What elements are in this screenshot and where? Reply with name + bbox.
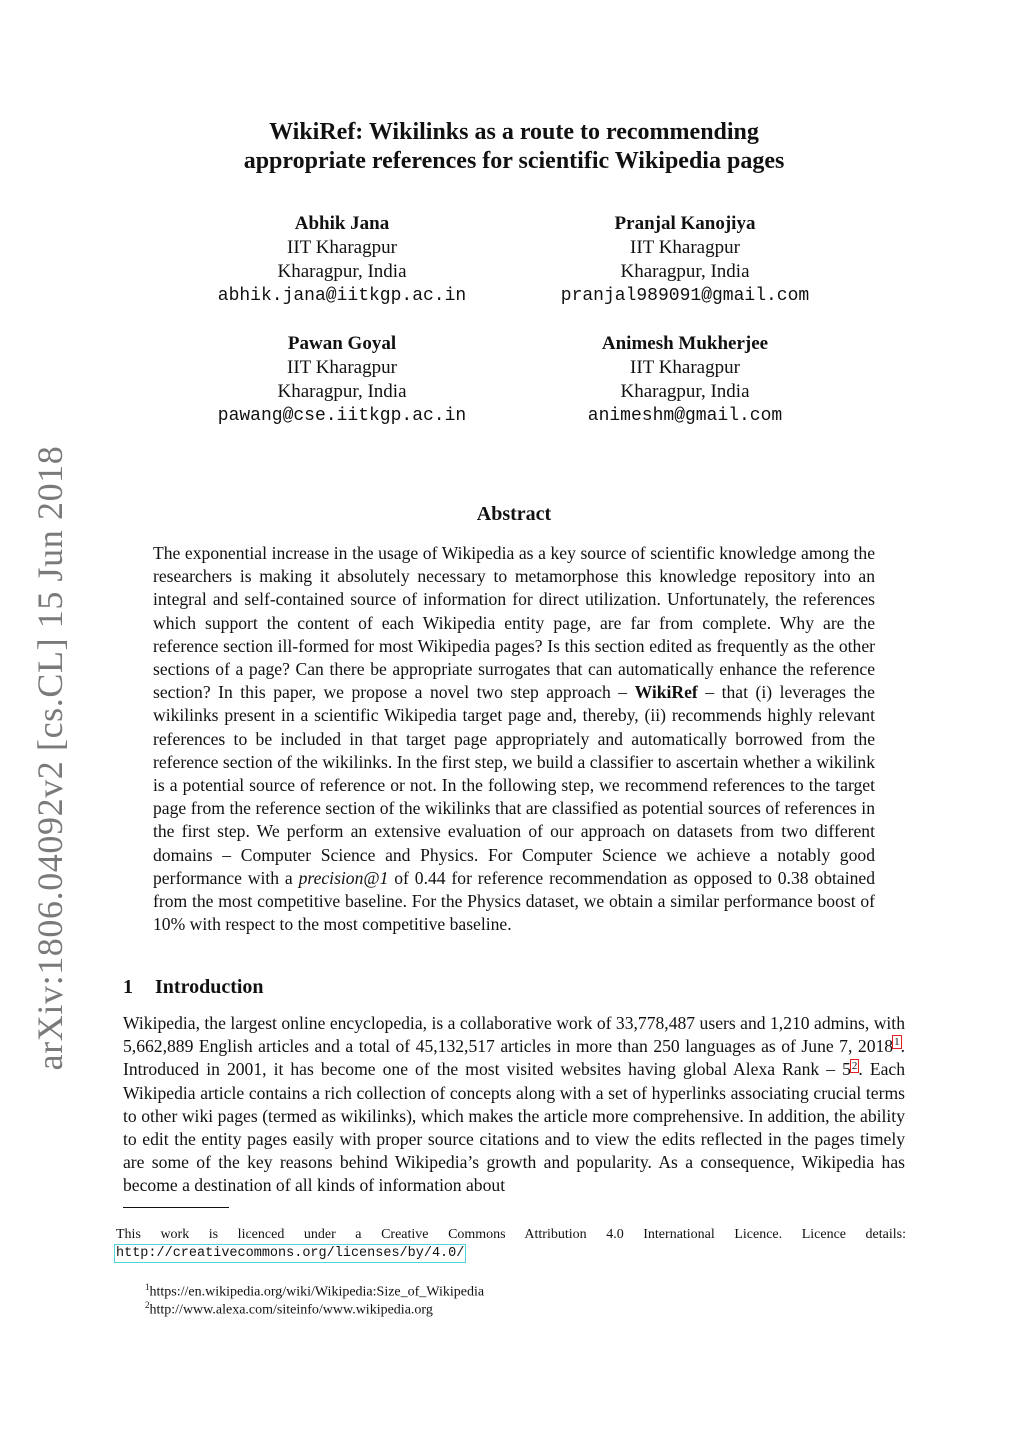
footnote-mark: 1 (145, 1282, 150, 1292)
author-location: Kharagpur, India (620, 261, 750, 282)
section-title: Introduction (155, 976, 264, 998)
author-location: Kharagpur, India (277, 261, 407, 282)
author-block (508, 212, 862, 308)
author-email[interactable]: abhik.jana@iitkgp.ac.in (217, 286, 467, 306)
footnote-divider (123, 1207, 229, 1208)
footnote-url[interactable]: http://www.alexa.com/siteinfo/www.wikipedia.org (149, 1302, 433, 1318)
footnote-url[interactable]: https://en.wikipedia.org/wiki/Wikipedia:Size_of_Wikipedia (149, 1284, 485, 1300)
author-location: Kharagpur, India (620, 381, 750, 402)
author-block (172, 212, 512, 308)
intro-text-part: Wikipedia, the largest online encyclopedia, is a collaborative work of 33,778,487 users and 1,210 admins, with 5,662,889 English articles and a total of 45,132,517 articles in more than 250 languages as of June 7, 2018 (123, 1013, 905, 1057)
author-block (515, 332, 855, 428)
author-name: Animesh Mukherjee (601, 333, 769, 354)
licence-link[interactable]: http://creativecommons.org/licenses/by/4.0/ (116, 1246, 465, 1261)
author-affiliation: IIT Kharagpur (287, 237, 397, 258)
paper-title (152, 118, 876, 176)
author-name: Abhik Jana (294, 213, 390, 234)
footnote-2 (145, 1297, 433, 1319)
abstract-method-name: WikiRef (634, 682, 698, 703)
section-heading (123, 976, 264, 999)
author-name: Pranjal Kanojiya (614, 213, 756, 234)
abstract-heading: Abstract (476, 503, 552, 525)
abstract-text-part: – that (i) leverages the wikilinks present in a scientific Wikipedia target page and, thereby, (ii) recommends highly relevant references to be included in that target page appropriately and automatically borrowed from the reference section of the wikilinks. In the first step, we build a classifier to ascertain whether a wikilink is a potential source of reference or not. In the following step, we recommend references to the target page from the reference section of the wikilinks that are classified as potential sources of references in the first step. We perform an extensive evaluation of our approach on datasets from two different domains – Computer Science and Physics. For Computer Science we achieve a notably good performance with a (153, 682, 875, 888)
abstract-text (153, 542, 875, 936)
author-affiliation: IIT Kharagpur (630, 237, 740, 258)
footnote-link-2[interactable]: 2 (851, 1059, 858, 1072)
footnote-mark: 2 (145, 1300, 150, 1310)
author-name: Pawan Goyal (287, 333, 397, 354)
title-line-1: WikiRef: Wikilinks as a route to recommending (269, 119, 759, 145)
title-line-2: appropriate references for scientific Wikipedia pages (243, 148, 785, 174)
intro-text-part: . Introduced in 2001, it has become one of the most visited websites having global Alexa Rank – 5 (123, 1036, 905, 1080)
author-email[interactable]: animeshm@gmail.com (587, 406, 783, 426)
abstract-text-part: of 0.44 for reference recommendation as opposed to 0.38 obtained from the most competitive baseline. For the Physics dataset, we obtain a similar performance boost of 10% with respect to the most competitive baseline. (153, 867, 875, 935)
author-email[interactable]: pawang@cse.iitkgp.ac.in (217, 406, 467, 426)
arxiv-identifier-stamp: arXiv:1806.04092v2 [cs.CL] 15 Jun 2018 (30, 445, 70, 1071)
author-affiliation: IIT Kharagpur (630, 357, 740, 378)
intro-text-part: . Each Wikipedia article contains a rich collection of concepts along with a set of hyperlinks associating crucial terms to other wiki pages (termed as wikilinks), which makes the article more comprehensive. In addition, the ability to edit the entity pages easily with proper source citations and to view the edits reflected in the pages timely are some of the key reasons behind Wikipedia’s growth and popularity. As a consequence, Wikipedia has become a destination of all kinds of information about (123, 1059, 906, 1196)
section-number: 1 (123, 976, 133, 998)
abstract-text-part: The exponential increase in the usage of Wikipedia as a key source of scientific knowledge among the researchers is making it absolutely necessary to metamorphose this knowledge repository into an integral and self-contained source of information for direct utilization. Unfortunately, the references which support the content of each Wikipedia entity page, are far from complete. Why are the reference section ill-formed for most Wikipedia pages? Is this section edited as frequently as the other sections of a page? Can there be appropriate surrogates that can automatically enhance the reference section? In this paper, we propose a novel two step approach – (153, 543, 875, 703)
author-location: Kharagpur, India (277, 381, 407, 402)
licence-text: This work is licenced under a Creative Commons Attribution 4.0 International Licence. Licence details: (116, 1227, 906, 1242)
footnote-link-1[interactable]: 1 (894, 1036, 900, 1049)
author-email[interactable]: pranjal989091@gmail.com (560, 286, 810, 306)
author-affiliation: IIT Kharagpur (287, 357, 397, 378)
author-block (172, 332, 512, 428)
introduction-paragraph (123, 1012, 905, 1198)
abstract-metric-name: precision@1 (298, 867, 389, 888)
licence-note (116, 1226, 906, 1263)
